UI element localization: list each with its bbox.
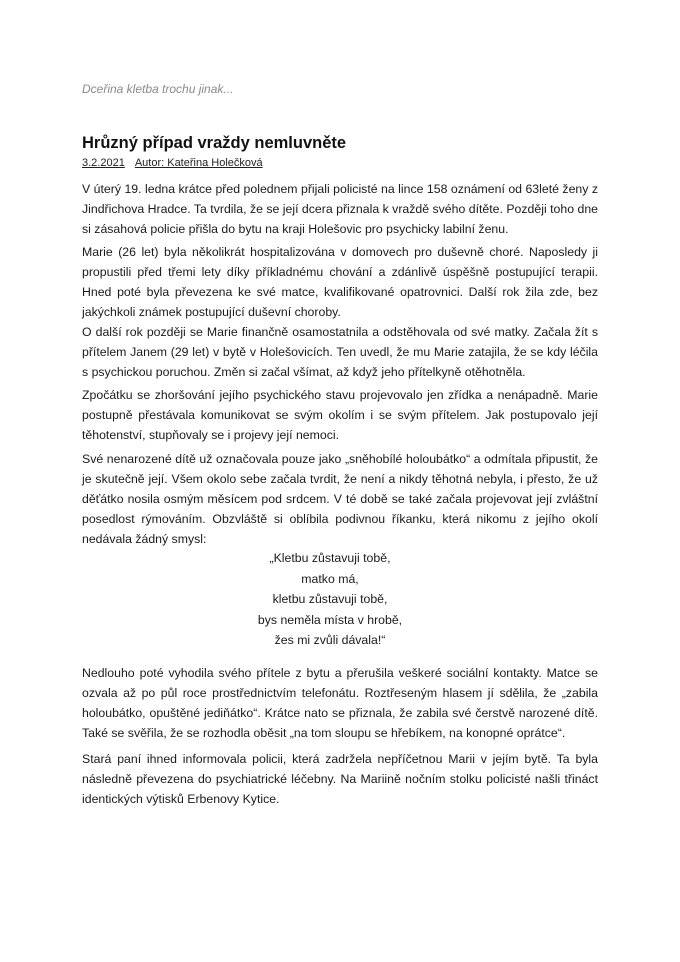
- header-note: Dceřina kletba trochu jinak...: [82, 82, 234, 96]
- poem-line: žes mi zvůli dávala!“: [274, 633, 386, 647]
- poem-line: „Kletbu zůstavuji tobě,: [269, 551, 391, 565]
- paragraph-7: Stará paní ihned informovala policii, která zadržela nepříčetnou Marii v jejím bytě. Ta byla následně převezena do psychiatrické léčebny. Na Mariině nočním stolku policisté našli třináct identických výtisků Erbenovy Kytice.: [82, 752, 598, 806]
- paragraph-2: Marie (26 let) byla několikrát hospitalizována v domovech pro duševně choré. Naposledy ji propustili před třemi lety díky příkladnému chování a zdánlivě úspěšně postupující terapii. Hned poté byla převezena ke své matce, kvalifikované opatrovnici. Další rok žila zde, bez jakýchkoli známek postupující duševní choroby.: [82, 245, 598, 319]
- poem-line: matko má,: [301, 571, 359, 586]
- paragraph-5: Své nenarozené dítě už označovala pouze jako „sněhobílé holoubátko“ a odmítala připustit, že je skutečně její. Všem okolo sebe začala tvrdit, že není a nikdy těhotná nebyla, i přesto, že už děťátko nosila osmým měsícem pod srdcem. V té době se také začala projevovat její zvláštní posedlost rýmováním. Obzvláště si oblíbila podivnou říkanku, která nikomu z jejího okolí nedávala žádný smysl:: [82, 452, 598, 546]
- paragraph-1: V úterý 19. ledna krátce před polednem přijali policisté na lince 158 oznámení od 63leté ženy z Jindřichova Hradce. Ta tvrdila, že se její dcera přiznala k vraždě svého dítěte. Později toho dne si zásahová policie přišla do bytu na kraji Holešovic pro psychicky labilní ženu.: [82, 182, 598, 236]
- paragraph-6: Nedlouho poté vyhodila svého přítele z bytu a přerušila veškeré sociální kontakty. Matce se ozvala až po půl roce prostřednictvím telefonátu. Roztřeseným hlasem jí sdělila, že „zabila holoubátko, opuštěné jediňátko“. Krátce nato se přiznala, že zabila své čerstvě narozené dítě. Také se svěřila, že se rozhodla oběsit „na tom sloupu se hřebíkem, na konopné oprátce“.: [82, 666, 598, 740]
- poem-line: bys neměla místa v hrobě,: [257, 612, 403, 627]
- paragraph-4: Zpočátku se zhoršování jejího psychického stavu projevovalo jen zřídka a nenápadně. Marie postupně přestávala komunikovat se svým okolím i se svým přítelem. Jak postupovalo její těhotenství, stupňovaly se i projevy její nemoci.: [82, 388, 598, 442]
- article-author: Autor: Kateřina Holečková: [134, 157, 263, 169]
- paragraph-3: O další rok později se Marie finančně osamostatnila a odstěhovala od své matky. Začala žít s přítelem Janem (29 let) v bytě v Holešovicích. Ten uvedl, že mu Marie zatajila, že se kdy léčila s psychickou poruchou. Změn si začal všímat, až když jeho přítelkyně otěhotněla.: [82, 325, 598, 379]
- byline: [82, 157, 263, 169]
- poem-line: kletbu zůstavuji tobě,: [272, 592, 388, 606]
- article-date: 3.2.2021: [82, 157, 125, 169]
- article-title: Hrůzný případ vraždy nemluvněte: [82, 134, 347, 152]
- poem: [230, 548, 430, 651]
